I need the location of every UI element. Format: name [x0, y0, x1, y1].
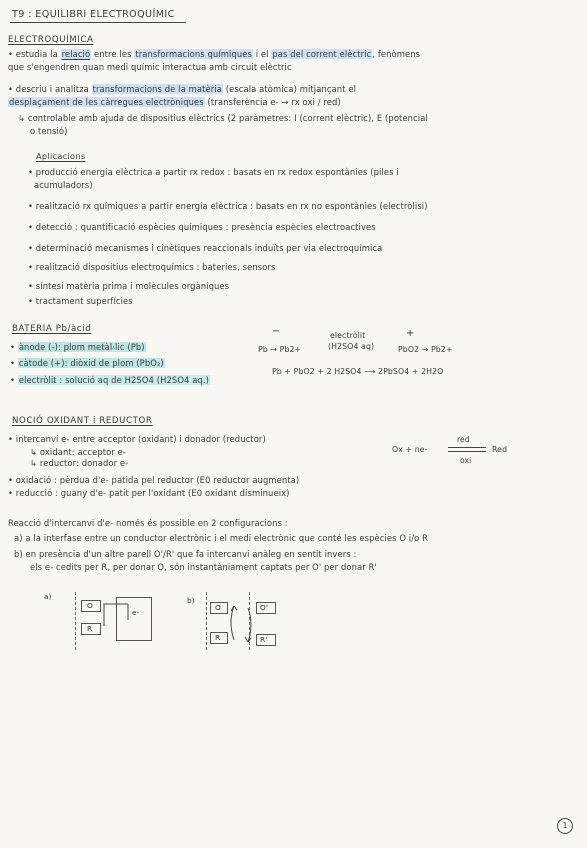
- minus-sign: −: [272, 326, 281, 337]
- diagram-b-rp: R': [260, 635, 268, 644]
- application-item-3: • detecció : quantificació espècies químiques : presència espècies electroactives: [28, 222, 376, 232]
- application-item-1-cont: acumuladors): [34, 180, 93, 190]
- oxred-line-2: ↳ oxidant: acceptor e-: [30, 447, 127, 457]
- electroquimica-line-6: o tensió): [30, 126, 68, 136]
- diagram-a-arrow-icon: [100, 598, 130, 638]
- electroquimica-line-1: • estudia la relació entre les transformacions químiques i el pas del corrent elèctric, fenòmens: [8, 49, 421, 59]
- application-item-1: • producció energia elèctrica a partir rx redox : basats en rx redox espontànies (piles i: [28, 167, 399, 177]
- oxred-line-3: ↳ reductor: donador e-: [30, 458, 129, 468]
- section-heading-bateria: BATERIA Pb/àcid: [12, 324, 92, 334]
- electroquimica-line-5: ↳ controlable amb ajuda de dispositius elèctrics (2 paràmetres: I (corrent elèctric), E (potencial: [18, 113, 428, 123]
- redox-eq-right: Red: [492, 445, 508, 454]
- section-heading-electroquimica: ELECTROQUÍMICA: [8, 35, 94, 45]
- page-title: T9 : EQUILIBRI ELECTROQUÍMIC: [12, 9, 175, 20]
- battery-cathode: • càtode (+): diòxid de plom (PbO₂): [10, 358, 164, 368]
- application-item-4: • determinació mecanismes i cinètiques reaccionals induïts per via electroquímica: [28, 243, 383, 253]
- section-heading-aplicacions: Aplicacions: [36, 151, 86, 161]
- title-underline: [10, 22, 186, 23]
- redox-eq-bottom: oxi: [460, 456, 472, 465]
- config-intro: Reacció d'intercanvi d'e- només és possible en 2 configuracions :: [8, 518, 288, 528]
- redox-eq-left: Ox + ne-: [392, 445, 428, 454]
- section-heading-oxidant-reductor: NOCIÓ OXIDANT i REDUCTOR: [12, 416, 153, 426]
- diagram-a-electron: e-: [132, 608, 140, 617]
- config-b-2: els e- cedits per R, per donar O, són instantàniament captats per O' per donar R': [30, 562, 377, 572]
- global-reaction: Pb + PbO2 + 2 H2SO4 ⟶ 2PbSO4 + 2H2O: [272, 367, 444, 376]
- electroquimica-line-2: que s'engendren quan medi químic interactua amb circuit elèctric: [8, 62, 292, 72]
- application-item-6: • síntesi matèria prima i molècules orgàniques: [28, 281, 230, 291]
- application-item-2: • realització rx químiques a partir energia elèctrica : basats en rx no espontànies (electròlisi): [28, 201, 428, 211]
- electroquimica-line-4: desplaçament de les càrregues electròniques (transferència e- → rx oxi / red): [9, 97, 341, 107]
- plus-sign: +: [406, 328, 415, 339]
- diagram-b-r: R: [215, 633, 221, 642]
- redox-eq-arrow-top: [448, 447, 486, 448]
- page-number: 1: [557, 818, 573, 834]
- battery-anode: • ànode (-): plom metàl·lic (Pb): [10, 342, 145, 352]
- diagram-a-label: a): [44, 592, 52, 601]
- electrolit-label: electròlit: [330, 331, 366, 340]
- diagram-b-label: b): [187, 596, 195, 605]
- diagram-a-r: R: [87, 624, 93, 633]
- application-item-5: • realització dispositius electroquímics : bateries, sensors: [28, 262, 276, 272]
- redox-eq-top: red: [457, 435, 470, 444]
- anode-reaction: Pb → Pb2+: [258, 345, 302, 354]
- oxred-line-5: • reducció : guany d'e- patit per l'oxidant (E0 oxidant disminueix): [8, 488, 290, 498]
- config-b-1: b) en presència d'un altre parell O'/R' que fa intercanvi anàleg en sentit invers :: [14, 549, 357, 559]
- application-item-7: • tractament superfícies: [28, 296, 133, 306]
- electroquimica-line-3: • descriu i analitza transformacions de la matèria (escala atòmica) mitjançant el: [8, 84, 357, 94]
- diagram-b-interface-left: [206, 592, 207, 650]
- config-a: a) a la interfase entre un conductor electrònic i el medi electrònic que conté les espècies O i/o R: [14, 533, 429, 543]
- redox-eq-arrow-bottom: [448, 451, 486, 452]
- oxred-line-1: • intercanvi e- entre acceptor (oxidant) i donador (reductor): [8, 434, 266, 444]
- electrolit-sublabel: (H2SO4 aq): [328, 342, 375, 351]
- oxred-line-4: • oxidació : pèrdua d'e- patida pel reductor (E0 reductor augmenta): [8, 475, 300, 485]
- diagram-a-interface: [75, 592, 76, 650]
- battery-electrolyte: • electròlit : solució aq de H2SO4 (H2SO4 aq.): [10, 375, 209, 385]
- diagram-a-o: O: [87, 601, 93, 610]
- cathode-reaction: PbO2 → Pb2+: [398, 345, 453, 354]
- diagram-b-o: O: [215, 603, 221, 612]
- diagram-b-arrows-icon: [226, 600, 258, 648]
- diagram-b-op: O': [260, 603, 268, 612]
